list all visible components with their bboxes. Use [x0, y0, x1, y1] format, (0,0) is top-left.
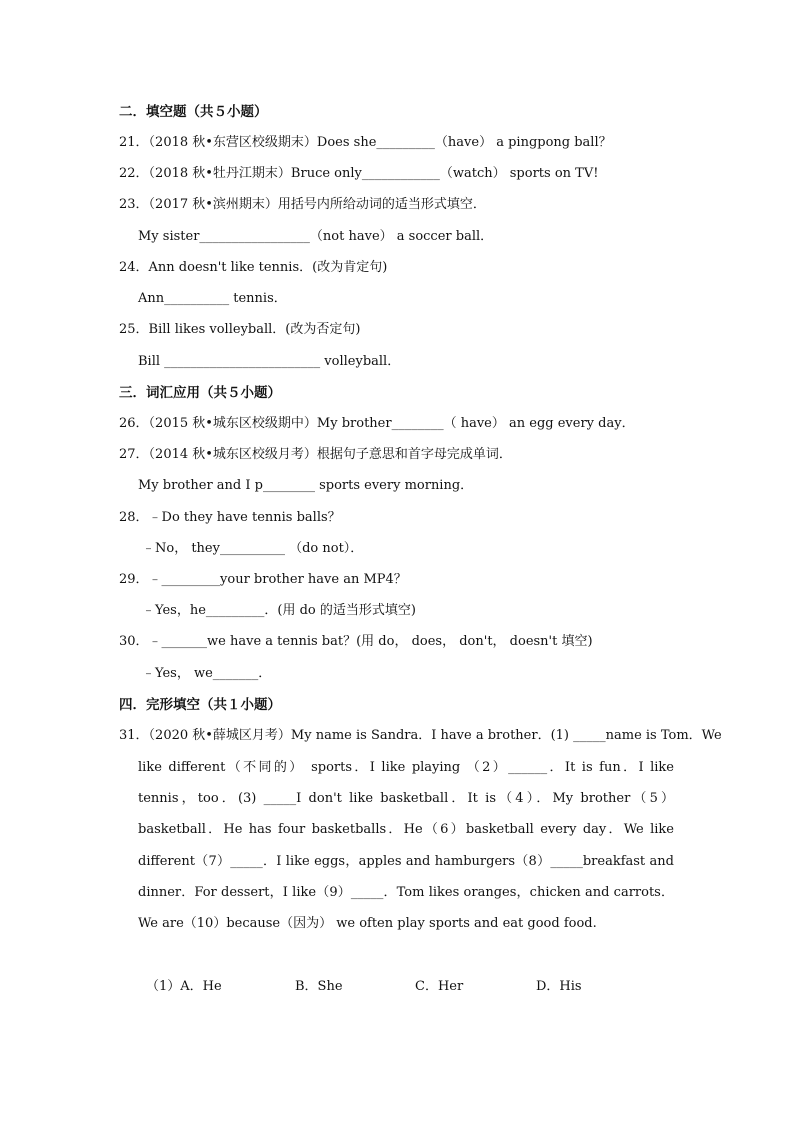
question-30-answer: ﹣Yes， we_______．	[142, 666, 272, 681]
question-23: 23．（2017 秋•滨州期末）用括号内所给动词的适当形式填空．	[119, 197, 486, 212]
option-b: B．She	[295, 979, 343, 994]
question-25-sentence: Bill ________________________ volleyball．	[138, 354, 401, 369]
question-27: 27．（2014 秋•城东区校级月考）根据句子意思和首字母完成单词．	[119, 447, 512, 462]
question-31-passage: like different（不同的） sports．I like playing （2）______．It is fun．I like tennis，too．(3) _____I don't like basketball．It is（4）．My brother（5）basketball．He has four basketballs．He（6）basketball every day．We like different（7）_____．I like eggs，apples and hamburgers（8）_____breakfast and dinner．For dessert，I like（9）_____．Tom likes oranges，chicken and carrots．We are（10）because（因为） we often play sports and eat good food.	[138, 760, 674, 932]
question-28-answer: ﹣No， they__________ （do not）．	[142, 541, 364, 556]
question-26: 26．（2015 秋•城东区校级期中）My brother________（ have） an egg every day．	[119, 416, 635, 431]
question-21: 21．（2018 秋•东营区校级期末）Does she_________（have） a pingpong ball？	[119, 135, 612, 150]
question-24-sentence: Ann__________ tennis．	[138, 291, 287, 306]
section-4-heading: 四．完形填空（共１小题）	[119, 697, 281, 713]
question-30: 30．﹣_______we have a tennis bat？(用 do， does， don't， doesn't 填空)	[119, 634, 593, 649]
section-2-heading: 二．填空题（共５小题）	[119, 104, 268, 120]
question-23-sentence: My sister_________________（not have） a soccer ball．	[138, 229, 494, 244]
question-25: 25．Bill likes volleyball．(改为否定句)	[119, 322, 361, 337]
question-29: 29．﹣_________your brother have an MP4？	[119, 572, 407, 587]
question-31-intro: 31．（2020 秋•薛城区月考）My name is Sandra．I have a brother．(1) _____name is Tom．We	[119, 728, 722, 743]
question-29-answer: ﹣Yes，he_________．(用 do 的适当形式填空)	[142, 603, 416, 618]
question-28: 28．﹣Do they have tennis balls？	[119, 510, 341, 525]
option-d: D．His	[536, 979, 582, 994]
option-c: C．Her	[415, 979, 464, 994]
section-3-heading: 三．词汇应用（共５小题）	[119, 385, 281, 401]
question-27-sentence: My brother and I p________ sports every morning．	[138, 478, 474, 493]
option-a: （1）A．He	[146, 979, 222, 994]
question-24: 24．Ann doesn't like tennis．(改为肯定句)	[119, 260, 388, 275]
question-22: 22．（2018 秋•牡丹江期末）Bruce only____________（watch） sports on TV!	[119, 166, 599, 181]
